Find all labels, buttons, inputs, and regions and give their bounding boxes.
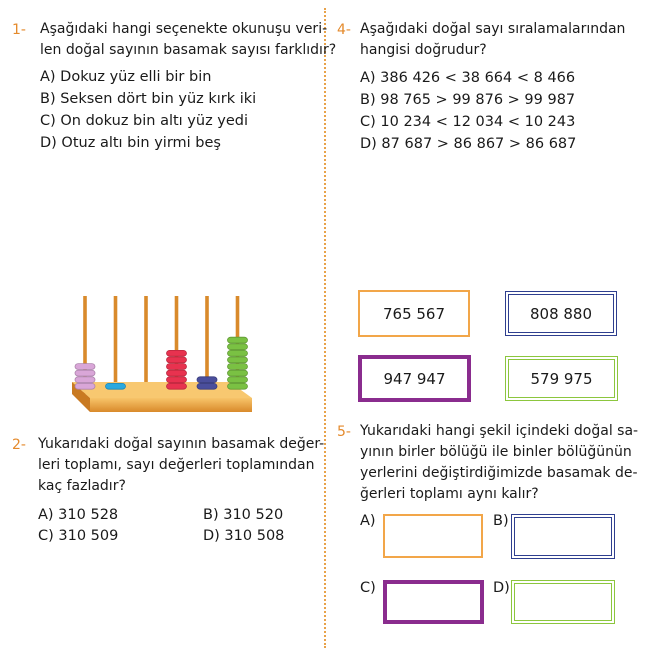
question-text: Aşağıdaki doğal sayı sıralamalarından [360,21,626,37]
abacus-bead [75,383,95,389]
abacus-bead [167,357,187,363]
option-c-box[interactable] [383,580,484,624]
abacus-bead [228,350,248,356]
abacus-base-top [72,382,252,398]
abacus-bead [228,370,248,376]
question-text: len doğal sayının basamak sayısı farklıdır? [40,42,337,58]
option-c[interactable]: C) 310 509 [38,528,119,544]
abacus-bead [167,350,187,356]
number-box-green: 579 975 [505,356,618,401]
abacus-bead [197,377,217,383]
abacus-bead [197,383,217,389]
abacus-bead [228,364,248,370]
number-box-purple: 947 947 [358,355,471,402]
option-c[interactable]: C) On dokuz bin altı yüz yedi [40,113,249,129]
option-b[interactable]: B) Seksen dört bin yüz kırk iki [40,91,257,107]
question-text: ğerleri toplamı aynı kalır? [360,486,539,502]
number-box-orange: 765 567 [358,290,470,337]
abacus-bead [75,377,95,383]
option-d[interactable]: D) Otuz altı bin yirmi beş [40,135,221,151]
abacus-bead [228,337,248,343]
question-text: Aşağıdaki hangi seçenekte okunuşu veri- [40,21,328,37]
abacus-bead [167,377,187,383]
option-d[interactable]: D) 310 508 [203,528,285,544]
abacus-bead [167,383,187,389]
question-text: Yukarıdaki hangi şekil içindeki doğal sa- [360,423,639,439]
abacus-bead [106,383,126,389]
column-divider [324,8,326,648]
question-number: 1- [12,22,26,38]
abacus-bead [228,344,248,350]
option-a[interactable]: A) 386 426 < 38 664 < 8 466 [360,70,576,86]
abacus-bead [75,370,95,376]
option-c[interactable]: C) 10 234 < 12 034 < 10 243 [360,114,576,130]
question-number: 5- [337,424,351,440]
option-d-box[interactable] [511,580,615,624]
option-a-box[interactable] [383,514,483,558]
abacus-bead [228,383,248,389]
abacus-bead [167,364,187,370]
abacus-base-front [90,398,252,412]
option-c-label: C) [360,580,376,596]
option-d[interactable]: D) 87 687 > 86 867 > 86 687 [360,136,577,152]
question-text: kaç fazladır? [38,478,126,494]
question-number: 2- [12,437,26,453]
option-a-label: A) [360,513,376,529]
abacus-rod [114,296,118,394]
option-a[interactable]: A) 310 528 [38,507,119,523]
abacus-rod [144,296,148,394]
question-text: leri toplamı, sayı değerleri toplamından [38,457,315,473]
question-text: Yukarıdaki doğal sayının basamak değer- [38,436,325,452]
option-d-label: D) [493,580,510,596]
option-b[interactable]: B) 98 765 > 99 876 > 99 987 [360,92,576,108]
option-b[interactable]: B) 310 520 [203,507,284,523]
abacus-bead [228,357,248,363]
option-b-box[interactable] [511,514,615,559]
question-text: yının birler bölüğü ile binler bölüğünün [360,444,632,460]
question-text: yerlerini değiştirdiğimizde basamak de- [360,465,638,481]
option-a[interactable]: A) Dokuz yüz elli bir bin [40,69,212,85]
abacus-illustration [60,290,260,420]
question-number: 4- [337,22,351,38]
number-box-blue: 808 880 [505,291,617,336]
abacus-bead [228,377,248,383]
question-text: hangisi doğrudur? [360,42,487,58]
abacus-bead [167,370,187,376]
option-b-label: B) [493,513,509,529]
abacus-bead [75,364,95,370]
